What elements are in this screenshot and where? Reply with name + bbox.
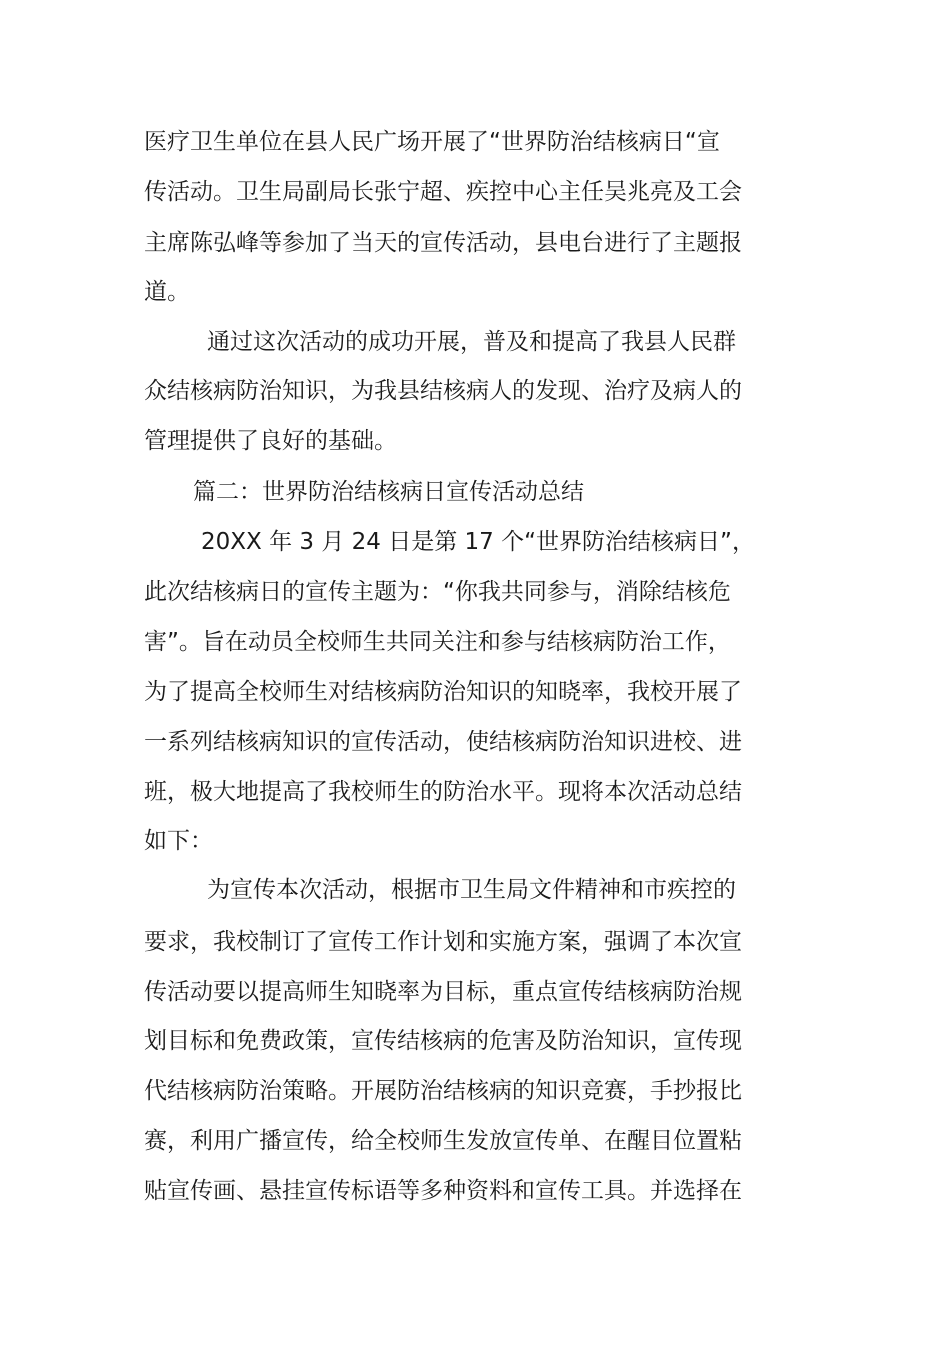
- paragraph-line: 班，极大地提高了我校师生的防治水平。现将本次活动总结: [144, 779, 742, 805]
- paragraph-line: 传活动。卫生局副局长张宁超、疾控中心主任吴兆亮及工会: [144, 179, 742, 205]
- paragraph-line: 管理提供了良好的基础。: [144, 428, 397, 454]
- paragraph-line: 通过这次活动的成功开展，普及和提高了我县人民群: [207, 329, 736, 355]
- paragraph-line: 为了提高全校师生对结核病防治知识的知晓率，我校开展了: [144, 679, 742, 705]
- paragraph-line: 赛，利用广播宣传，给全校师生发放宣传单、在醒目位置粘: [144, 1128, 742, 1154]
- paragraph-line: 道。: [144, 279, 190, 305]
- paragraph-line: 一系列结核病知识的宣传活动，使结核病防治知识进校、进: [144, 729, 742, 755]
- section-heading: 篇二：世界防治结核病日宣传活动总结: [193, 479, 584, 505]
- paragraph-line: 主席陈弘峰等参加了当天的宣传活动，县电台进行了主题报: [144, 230, 742, 256]
- paragraph-line: 要求，我校制订了宣传工作计划和实施方案，强调了本次宣: [144, 929, 742, 955]
- paragraph-line: 划目标和免费政策，宣传结核病的危害及防治知识，宣传现: [144, 1028, 742, 1054]
- paragraph-line: 众结核病防治知识，为我县结核病人的发现、治疗及病人的: [144, 378, 742, 404]
- paragraph-line: 传活动要以提高师生知晓率为目标，重点宣传结核病防治规: [144, 979, 742, 1005]
- paragraph-line: 代结核病防治策略。开展防治结核病的知识竞赛，手抄报比: [144, 1078, 742, 1104]
- paragraph-line: 如下：: [144, 828, 213, 854]
- paragraph-line: 为宣传本次活动，根据市卫生局文件精神和市疾控的: [207, 877, 736, 903]
- paragraph-line: 医疗卫生单位在县人民广场开展了“世界防治结核病日“宣: [144, 129, 720, 155]
- paragraph-line: 20XX 年 3 月 24 日是第 17 个“世界防治结核病日”，: [201, 529, 755, 555]
- paragraph-line: 此次结核病日的宣传主题为：“你我共同参与，消除结核危: [144, 579, 731, 605]
- paragraph-line: 贴宣传画、悬挂宣传标语等多种资料和宣传工具。并选择在: [144, 1178, 742, 1204]
- paragraph-line: 害”。旨在动员全校师生共同关注和参与结核病防治工作，: [144, 629, 731, 655]
